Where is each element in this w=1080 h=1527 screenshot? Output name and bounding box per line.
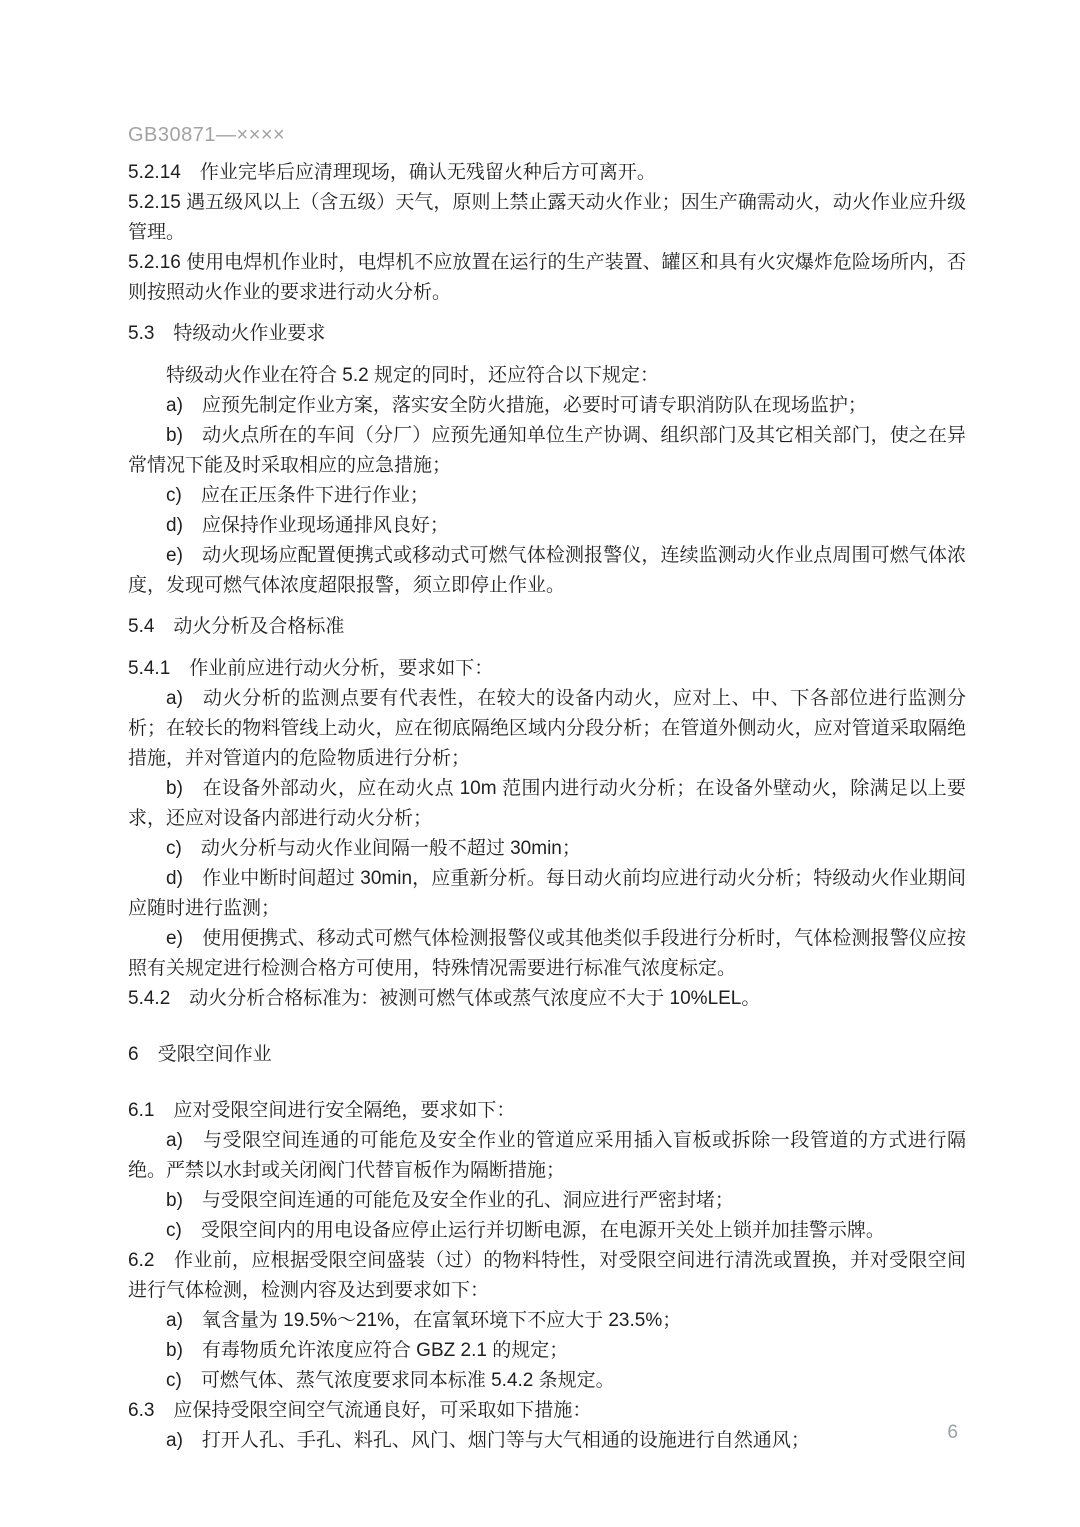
chapter-6: 6 受限空间作业 [128, 1044, 272, 1065]
item-5-3-c: c) 应在正压条件下进行作业； [166, 485, 429, 506]
page-number: 6 [947, 1422, 958, 1443]
item-6-1-b: b) 与受限空间连通的可能危及安全作业的孔、洞应进行严密封堵； [166, 1190, 734, 1211]
clause-6-3: 6.3 应保持受限空间空气流通良好，可采取如下措施： [128, 1400, 592, 1421]
para-5-3-intro: 特级动火作业在符合 5.2 规定的同时，还应符合以下规定： [166, 365, 659, 386]
item-5-3-b: b) 动火点所在的车间（分厂）应预先通知单位生产协调、组织部门及其它相关部门，使之在异常情况下能及时采取相应的应急措施； [128, 425, 966, 476]
clause-6-2: 6.2 作业前，应根据受限空间盛装（过）的物料特性，对受限空间进行清洗或置换，并对受限空间进行气体检测，检测内容及达到要求如下： [128, 1250, 966, 1301]
item-6-1-c: c) 受限空间内的用电设备应停止运行并切断电源，在电源开关处上锁并加挂警示牌。 [166, 1220, 885, 1241]
item-5-4-1-b: b) 在设备外部动火，应在动火点 10m 范围内进行动火分析；在设备外壁动火，除满足以上要求，还应对设备内部进行动火分析； [128, 778, 966, 829]
clause-5-4-1: 5.4.1 作业前应进行动火分析，要求如下： [128, 658, 494, 679]
item-6-2-a: a) 氧含量为 19.5%～21%，在富氧环境下不应大于 23.5%； [166, 1310, 682, 1331]
item-6-1-a: a) 与受限空间连通的可能危及安全作业的管道应采用插入盲板或拆除一段管道的方式进行隔绝。严禁以水封或关闭阀门代替盲板作为隔断措施； [128, 1130, 966, 1181]
clause-6-1: 6.1 应对受限空间进行安全隔绝，要求如下： [128, 1100, 516, 1121]
item-5-4-1-d: d) 作业中断时间超过 30min，应重新分析。每日动火前均应进行动火分析；特级动火作业期间应随时进行监测； [128, 868, 966, 919]
clause-5-2-15: 5.2.15 遇五级风以上（含五级）天气，原则上禁止露天动火作业；因生产确需动火，动火作业应升级管理。 [128, 192, 966, 243]
item-5-3-a: a) 应预先制定作业方案，落实安全防火措施，必要时可请专职消防队在现场监护； [166, 395, 867, 416]
item-5-4-1-e: e) 使用便携式、移动式可燃气体检测报警仪或其他类似手段进行分析时，气体检测报警仪应按照有关规定进行检测合格方可使用，特殊情况需要进行标准气浓度标定。 [128, 928, 966, 979]
item-5-3-d: d) 应保持作业现场通排风良好； [166, 515, 449, 536]
document-code: GB30871—×××× [128, 124, 286, 146]
item-5-3-e: e) 动火现场应配置便携式或移动式可燃气体检测报警仪，连续监测动火作业点周围可燃气体浓度，发现可燃气体浓度超限报警，须立即停止作业。 [128, 545, 966, 596]
item-6-3-a: a) 打开人孔、手孔、料孔、风门、烟门等与大气相通的设施进行自然通风； [166, 1430, 810, 1451]
clause-5-4-2: 5.4.2 动火分析合格标准为：被测可燃气体或蒸气浓度应不大于 10%LEL。 [128, 988, 761, 1009]
item-5-4-1-c: c) 动火分析与动火作业间隔一般不超过 30min； [166, 838, 581, 859]
item-5-4-1-a: a) 动火分析的监测点要有代表性，在较大的设备内动火，应对上、中、下各部位进行监测分析；在较长的物料管线上动火，应在彻底隔绝区域内分段分析；在管道外侧动火，应对管道采取隔绝措施，并对管道内的危险物质进行分析； [128, 688, 966, 769]
item-6-2-c: c) 可燃气体、蒸气浓度要求同本标准 5.4.2 条规定。 [166, 1370, 615, 1391]
clause-5-2-14: 5.2.14 作业完毕后应清理现场，确认无残留火种后方可离开。 [128, 162, 656, 183]
document-body [128, 158, 966, 1456]
clause-5-2-16: 5.2.16 使用电焊机作业时，电焊机不应放置在运行的生产装置、罐区和具有火灾爆炸危险场所内，否则按照动火作业的要求进行动火分析。 [128, 252, 966, 303]
heading-5-3: 5.3 特级动火作业要求 [128, 323, 326, 344]
item-6-2-b: b) 有毒物质允许浓度应符合 GBZ 2.1 的规定； [166, 1340, 569, 1361]
heading-5-4: 5.4 动火分析及合格标准 [128, 616, 345, 637]
